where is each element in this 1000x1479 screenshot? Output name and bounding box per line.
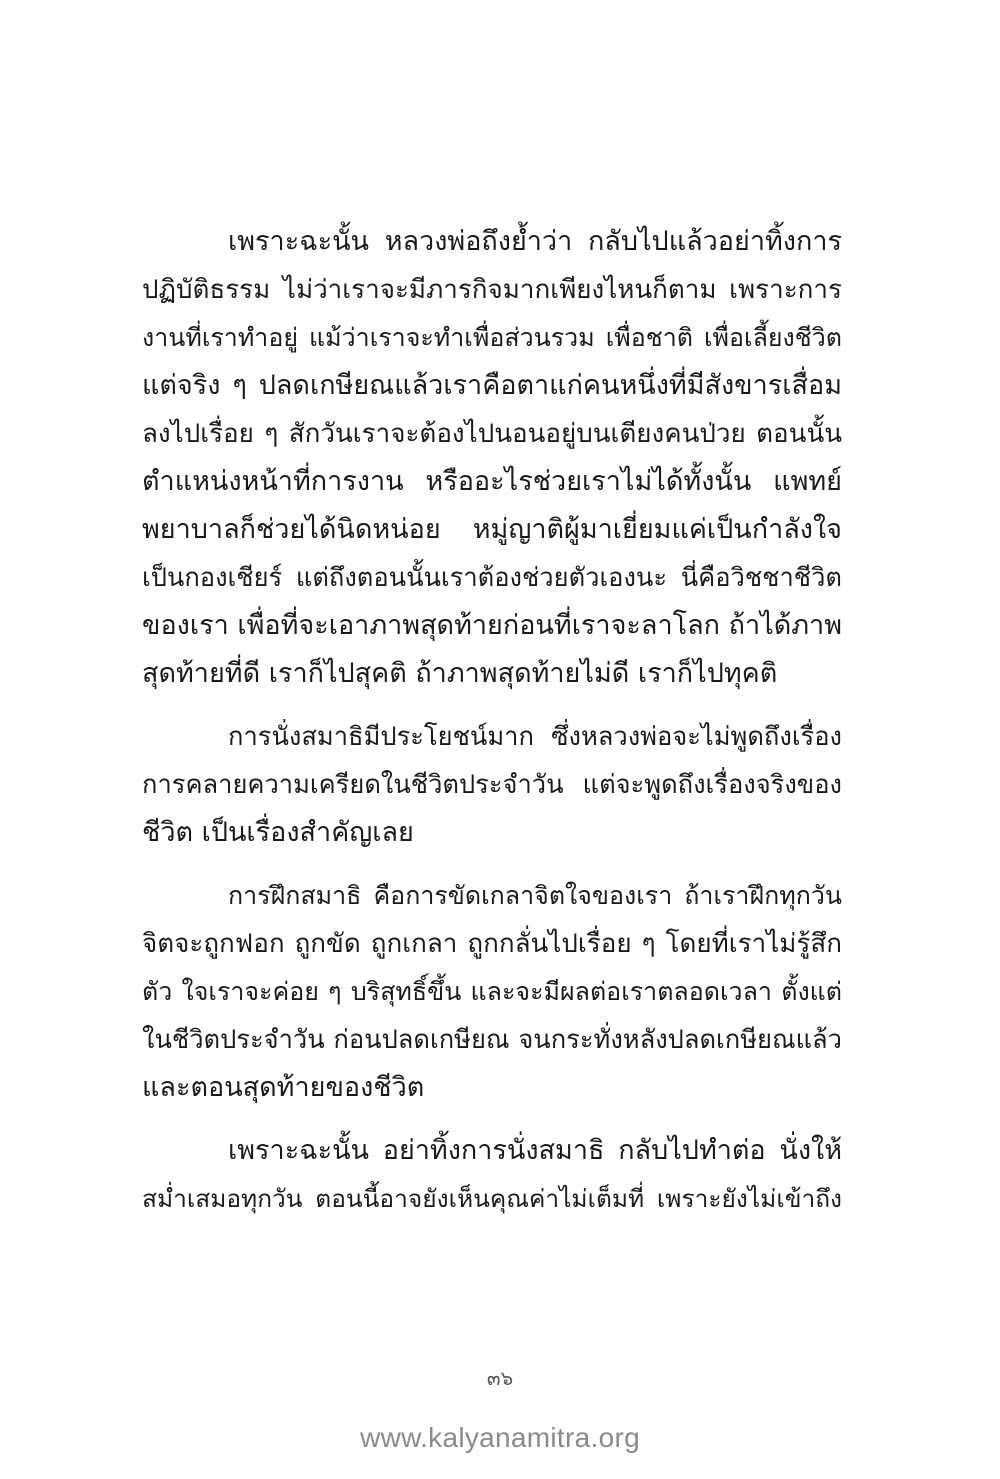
text-line: การนั่งสมาธิมีประโยชน์มาก ซึ่งหลวงพ่อจะไม่พูดถึงเรื่อง	[228, 722, 842, 752]
text-line: สุดท้ายที่ดี เราก็ไปสุคติ ถ้าภาพสุดท้ายไม่ดี เราก็ไปทุคติ	[142, 658, 778, 689]
paragraph-gap	[142, 857, 842, 872]
text-line: เป็นกองเชียร์ แต่ถึงตอนนั้นเราต้องช่วยตัวเองนะ นี่คือวิชชาชีวิต	[142, 563, 842, 593]
paragraph-1	[142, 218, 842, 698]
paragraph-2	[142, 713, 842, 857]
page-body	[142, 218, 842, 1223]
text-line: ชีวิต เป็นเรื่องสำคัญเลย	[142, 817, 414, 848]
text-line: ของเรา เพื่อที่จะเอาภาพสุดท้ายก่อนที่เราจะลาโลก ถ้าได้ภาพ	[142, 610, 842, 641]
text-line: เพราะฉะนั้น หลวงพ่อถึงย้ำว่า กลับไปแล้วอย่าทิ้งการ	[228, 226, 842, 257]
text-line: ตัว ใจเราจะค่อย ๆ บริสุทธิ์ขึ้น และจะมีผลต่อเราตลอดเวลา ตั้งแต่	[142, 977, 842, 1006]
text-line: การคลายความเครียดในชีวิตประจำวัน แต่จะพูดถึงเรื่องจริงของ	[142, 770, 842, 800]
text-line: พยาบาลก็ช่วยได้นิดหน่อย หมู่ญาติผู้มาเยี่ยมแค่เป็นกำลังใจ	[142, 514, 842, 545]
text-line: เพราะฉะนั้น อย่าทิ้งการนั่งสมาธิ กลับไปทำต่อ นั่งให้	[228, 1135, 842, 1166]
text-line: สม่ำเสมอทุกวัน ตอนนี้อาจยังเห็นคุณค่าไม่เต็มที่ เพราะยังไม่เข้าถึง	[142, 1184, 842, 1213]
text-line: ปฏิบัติธรรม ไม่ว่าเราจะมีภารกิจมากเพียงไหนก็ตาม เพราะการ	[142, 275, 842, 305]
text-line: ตำแหน่งหน้าที่การงาน หรืออะไรช่วยเราไม่ได้ทั้งนั้น แพทย์	[142, 466, 842, 497]
page-number: ๓๖	[486, 1366, 514, 1390]
text-line: จิตจะถูกฟอก ถูกขัด ถูกเกลา ถูกกลั่นไปเรื่อย ๆ โดยที่เราไม่รู้สึก	[142, 929, 842, 959]
text-line: และตอนสุดท้ายของชีวิต	[142, 1072, 425, 1103]
text-line: งานที่เราทำอยู่ แม้ว่าเราจะทำเพื่อส่วนรวม เพื่อชาติ เพื่อเลี้ยงชีวิต	[142, 323, 842, 352]
text-line: ลงไปเรื่อย ๆ สักวันเราจะต้องไปนอนอยู่บนเตียงคนป่วย ตอนนั้น	[142, 419, 842, 449]
paragraph-gap	[142, 698, 842, 713]
paragraph-gap	[142, 1112, 842, 1127]
text-line: ในชีวิตประจำวัน ก่อนปลดเกษียณ จนกระทั่งหลังปลดเกษียณแล้ว	[142, 1025, 842, 1055]
paragraph-4	[142, 1127, 842, 1223]
text-line: แต่จริง ๆ ปลดเกษียณแล้วเราคือตาแก่คนหนึ่งที่มีสังขารเสื่อม	[142, 370, 842, 401]
website-url: www.kalyanamitra.org	[360, 1422, 640, 1453]
paragraph-3	[142, 872, 842, 1112]
text-line: การฝึกสมาธิ คือการขัดเกลาจิตใจของเรา ถ้าเราฝึกทุกวัน	[228, 881, 842, 910]
